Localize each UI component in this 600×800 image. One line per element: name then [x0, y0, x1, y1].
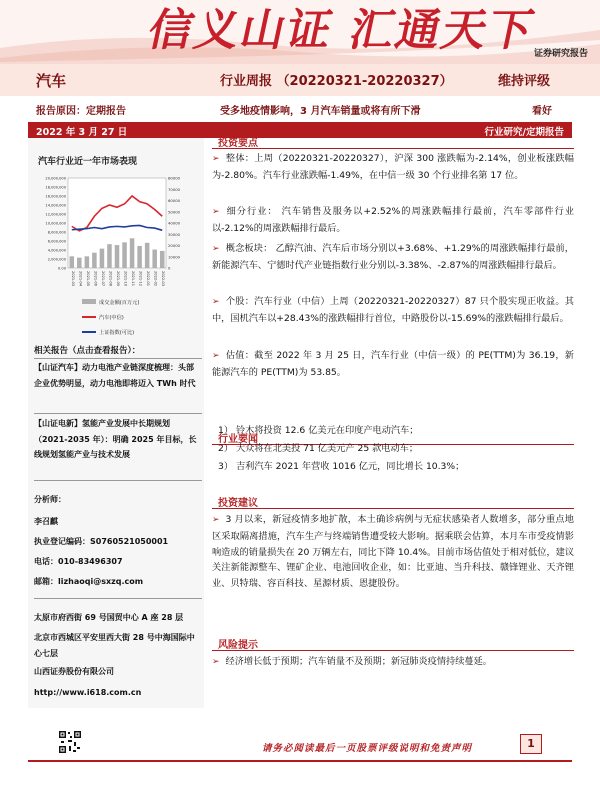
turnover-bar: [77, 258, 82, 268]
turnover-bar: [122, 242, 127, 268]
left-axis-tick-label: 4,000,000: [47, 248, 66, 253]
address-rule: [34, 598, 202, 599]
invest-advice-text: [212, 512, 574, 592]
invest-point-subindustry: [212, 204, 574, 237]
date-bar: [28, 122, 572, 138]
qr-code-icon: [58, 730, 82, 754]
x-axis-tick-label: 2022-01: [146, 271, 151, 287]
left-axis-tick-label: 20,000,000: [45, 176, 66, 181]
rating: 维持评级: [498, 74, 551, 89]
left-axis-tick-label: 16,000,000: [45, 194, 66, 199]
right-axis-tick-label: 20000: [168, 243, 181, 248]
arrow-bullet-icon: ➢: [212, 207, 220, 217]
invest-point-text: 细分行业： 汽车销售及服务以+2.52%的周涨跌幅排行最前，汽车零部件行业以-2.12%的周涨跌幅排行最后。: [212, 206, 574, 234]
invest-point-text: 个股：汽车行业（中信）上周（20220321-20220327）87 只个股实现正收益。其中，国机汽车以+28.43%的涨跌幅排行首位，中路股份以-15.69%的涨跌幅排行最后。: [212, 296, 574, 324]
x-axis-tick-label: 2022-03: [161, 271, 166, 287]
left-axis-tick-label: 14,000,000: [45, 203, 66, 208]
right-axis-tick-label: 30000: [168, 231, 181, 237]
turnover-bar: [160, 251, 165, 268]
invest-point-overall: [212, 151, 574, 184]
invest-point-text: 估值：截至 2022 年 3 月 25 日，汽车行业（中信一级）的 PE(TTM)为 36.19，新能源汽车的 PE(TTM)为 53.85。: [212, 350, 574, 378]
report-reason: 报告原因：定期报告: [36, 106, 126, 117]
risk-title: 风险提示: [218, 640, 258, 651]
left-axis-tick-label: 0.00: [57, 266, 66, 271]
risk-text-content: 经济增长低于预期；汽车销量不及预期；新冠肺炎疫情持续蔓延。: [225, 656, 492, 667]
brand-slogan: 信义山证 汇通天下: [143, 5, 540, 56]
turnover-bar: [107, 244, 112, 268]
x-axis-tick-label: 2021-11: [131, 271, 136, 287]
report-type: 行业周报 （20220321-20220327）: [220, 74, 453, 89]
right-axis-tick-label: 0: [168, 265, 171, 271]
x-axis-tick-label: 2021-04: [78, 271, 83, 287]
section-rule: [212, 148, 574, 149]
disclaimer-text: 请务必阅读最后一页股票评级说明和免责声明: [262, 743, 473, 754]
related-rule: [34, 358, 202, 359]
turnover-bar: [130, 238, 135, 268]
industry-name: 汽车: [36, 72, 67, 90]
subtitle-row: [0, 96, 600, 122]
section-rule: [212, 508, 574, 509]
related-report-text: 动力电池产业链深度梳理：头部企业优势明显，动力电池即将迈入 TWh 时代: [34, 363, 196, 388]
right-axis-tick-label: 60000: [168, 198, 181, 203]
report-date: 2022 年 3 月 27 日: [36, 127, 128, 138]
legend-swatch: [82, 299, 96, 304]
right-axis-tick-label: 70000: [168, 186, 181, 192]
invest-point-concept: [212, 241, 574, 274]
turnover-bar: [85, 256, 90, 268]
arrow-bullet-icon: ➢: [212, 515, 220, 525]
legend-label: 成交金额(百万元): [99, 300, 140, 306]
left-axis-tick-label: 12,000,000: [45, 212, 66, 217]
analyst-phone: 电话：010-83496307: [34, 557, 123, 566]
news-item-3: 3） 吉利汽车 2021 年营收 1016 亿元，同比增长 10.3%；: [218, 461, 465, 472]
page-number: 1: [527, 737, 535, 750]
chart-svg: [36, 174, 196, 344]
invest-point-text: 概念板块： 乙醇汽油、汽车后市场分别以+3.68%、+1.29%的周涨跌幅排行最前，新能源汽车、宁德时代产业链指数行业分别以-3.38%、-2.87%的周涨跌幅排行最后。: [212, 243, 574, 271]
x-axis-tick-label: 2021-09: [116, 271, 120, 287]
risk-text: [212, 654, 574, 671]
turnover-bar: [100, 249, 105, 268]
arrow-bullet-icon: ➢: [212, 297, 220, 307]
chart-title: 汽车行业近一年市场表现: [38, 157, 138, 167]
left-axis-tick-label: 6,000,000: [47, 239, 66, 244]
right-axis-tick-label: 50000: [168, 209, 181, 215]
related-rule: [34, 480, 202, 481]
title-row: [0, 64, 600, 96]
news-item-1: 1） 铃木将投资 12.6 亿美元在印度产电动汽车；: [218, 425, 419, 436]
company-website[interactable]: http://www.i618.com.cn: [34, 688, 142, 697]
x-axis-tick-label: 2021-06: [93, 271, 98, 287]
address-taiyuan: 太原市府西街 69 号国贸中心 A 座 28 层: [34, 613, 184, 622]
turnover-bar: [92, 253, 97, 268]
department-label: 证券研究报告: [533, 49, 588, 59]
related-report-text: 氢能产业发展中长期规划（2021-2035 年）：明确 2025 年目标，长线规划氢能产业与技术发展: [34, 419, 197, 459]
turnover-bar: [70, 256, 75, 268]
rating-view: 看好: [532, 106, 552, 117]
address-beijing: 北京市西城区平安里西大街 28 号中海国际中心七层: [34, 633, 195, 658]
left-axis-tick-label: 8,000,000: [47, 230, 66, 235]
invest-point-stock: [212, 294, 574, 327]
analyst-license: 执业登记编码：S0760521050001: [34, 537, 169, 546]
report-headline: 受多地疫情影响，3 月汽车销量或将有所下滑: [220, 106, 421, 117]
advice-text: 3 月以来，新冠疫情多地扩散，本土确诊病例与无症状感染者人数增多，部分重点地区采取隔离措施，汽车生产与终端销售遭受较大影响。据乘联会估算，本月车市受疫情影响造成的销量损失在 20 万辆左右，同比下降 10.4%。目前市场估值处于相对低位，建议关注新能源整车、锂矿企业、电池回收企业，如：比亚迪、当升科技、赣锋锂业、天齐锂业、贝特瑞、容百科技、星源材质、恩捷股份。: [212, 514, 575, 590]
left-axis-tick-label: 2,000,000: [47, 257, 66, 262]
x-axis-tick-label: 2021-10: [123, 271, 128, 287]
related-rule: [34, 413, 202, 414]
x-axis-tick-label: 2021-07: [100, 271, 105, 287]
company-name: 山西证券股份有限公司: [34, 667, 114, 676]
turnover-bar: [115, 245, 120, 268]
arrow-bullet-icon: ➢: [212, 657, 220, 667]
analyst-title: 分析师：: [34, 495, 66, 504]
x-axis-tick-label: 2021-08: [108, 271, 113, 287]
right-axis-tick-label: 80000: [168, 175, 181, 181]
invest-points-title: 投资要点: [218, 138, 258, 149]
x-axis-tick-label: 2021-05: [85, 271, 90, 287]
legend-label: 汽车(中信): [99, 315, 124, 321]
x-axis-tick-label: 2021-03: [70, 271, 75, 287]
header-banner: [0, 0, 600, 64]
x-axis-tick-label: 2021-12: [138, 271, 143, 287]
related-report-1[interactable]: [34, 360, 200, 391]
left-axis-tick-label: 10,000,000: [45, 221, 66, 226]
invest-advice-title: 投资建议: [218, 498, 258, 509]
footer-rule: [28, 760, 572, 762]
legend-label: 上证指数(可比): [99, 330, 135, 336]
invest-point-valuation: [212, 348, 574, 381]
right-axis-tick-label: 40000: [168, 220, 181, 226]
arrow-bullet-icon: ➢: [212, 154, 220, 164]
analyst-name: 李召麒: [34, 517, 58, 526]
analyst-email[interactable]: 邮箱：lizhaoqi@sxzq.com: [34, 577, 144, 586]
turnover-bar: [137, 246, 142, 268]
left-sidebar: [28, 138, 204, 708]
page-number-box: [520, 734, 542, 754]
related-report-tag: 【山证汽车】: [34, 363, 82, 372]
right-axis-tick-label: 10000: [168, 254, 181, 260]
invest-point-text: 整体：上周（20220321-20220327），沪深 300 涨跌幅为-2.14%，创业板涨跌幅为-2.80%。汽车行业涨跌幅-1.49%，在中信一级 30 个行业排名第 17 位。: [212, 153, 574, 181]
left-axis-tick-label: 18,000,000: [45, 185, 66, 190]
related-reports-title: 相关报告（点击查看报告）：: [34, 346, 141, 356]
x-axis-tick-label: 2022-02: [153, 271, 158, 287]
related-report-2[interactable]: [34, 416, 200, 463]
turnover-bar: [145, 243, 150, 268]
arrow-bullet-icon: ➢: [212, 244, 220, 254]
report-category: 行业研究/定期报告: [484, 127, 564, 138]
turnover-bar: [152, 250, 157, 268]
section-rule: [212, 650, 574, 651]
industry-news-title: 行业要闻: [218, 434, 258, 445]
news-item-2: 2） 大众将在北美投 71 亿美元产 25 款电动车；: [218, 443, 419, 454]
related-report-tag: 【山证电新】: [34, 419, 82, 428]
arrow-bullet-icon: ➢: [212, 351, 220, 361]
